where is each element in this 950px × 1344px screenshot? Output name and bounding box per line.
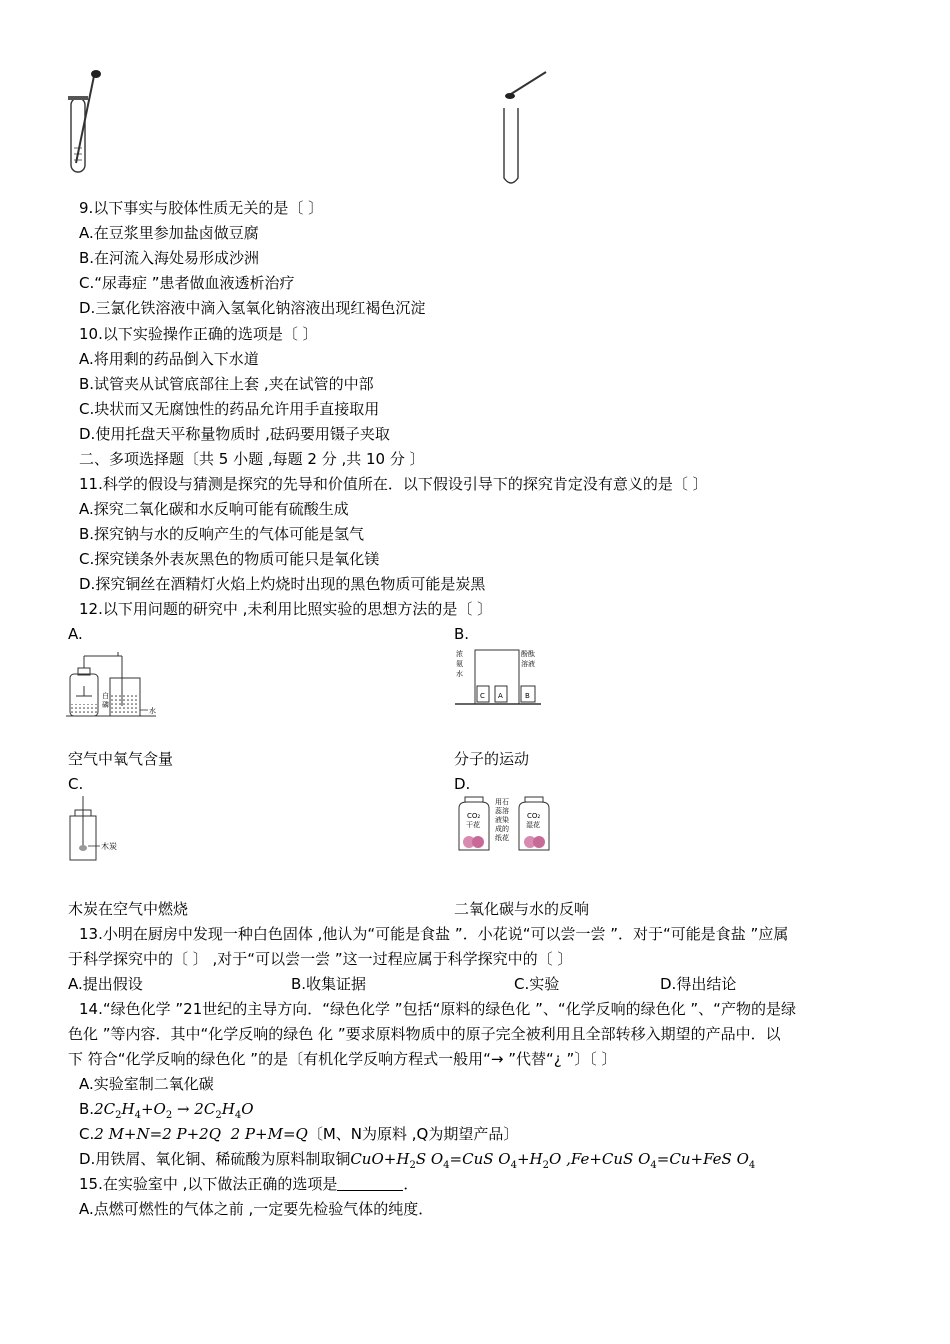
q13-stem-line2: 于科学探究中的〔 〕 ,对于“可以尝一尝 ”这一过程应属于科学探究中的〔 〕: [68, 950, 573, 968]
q13-option-c[interactable]: C.实验: [514, 975, 560, 993]
figure-co2-water-flowers: [455, 796, 551, 854]
figure-air-oxygen-content: [66, 646, 166, 720]
q11-option-c[interactable]: C.探究镁条外表灰黑色的物质可能只是氧化镁: [79, 550, 380, 568]
figure-b-label-phenolphthalein: 酚酞: [521, 650, 535, 658]
section-2-heading: 二、多项选择题〔共 5 小题 ,每题 2 分 ,共 10 分 〕: [79, 450, 425, 468]
q9-option-a[interactable]: A.在豆浆里参加盐卤做豆腐: [79, 224, 259, 242]
q12-option-c-label[interactable]: C.: [68, 775, 84, 793]
figure-a-label-phosphorus: 磷: [102, 701, 109, 709]
figure-tube-dropper-right: [500, 68, 560, 190]
q14-option-a[interactable]: A.实验室制二氧化碳: [79, 1075, 214, 1093]
q10-stem: 10.以下实验操作正确的选项是〔 〕: [79, 325, 318, 343]
q14-option-b-prefix: B.: [79, 1100, 95, 1118]
figure-a-label-white: 白: [102, 692, 109, 700]
q9-option-b[interactable]: B.在河流入海处易形成沙洲: [79, 249, 260, 267]
q14-option-b-equation: $2C_2H_4+O_2 \to 2C_2H_4O$: [94, 1100, 254, 1121]
q14-option-c-note: 〔M、N为原料 ,Q为期望产品〕: [307, 1125, 519, 1143]
figure-d-label-wet-flower: 湿花: [526, 821, 540, 829]
figure-b-label-water: 水: [456, 670, 463, 678]
q12-caption-b: 分子的运动: [454, 750, 530, 768]
figure-c-label-charcoal: 木炭: [101, 842, 117, 851]
q10-option-a[interactable]: A.将用剩的药品倒入下水道: [79, 350, 259, 368]
q12-option-a-label[interactable]: A.: [68, 625, 83, 643]
q15-option-a[interactable]: A.点燃可燃性的气体之前 ,一定要先检验气体的纯度．: [79, 1200, 434, 1218]
q12-caption-d: 二氧化碳与水的反响: [454, 900, 590, 918]
q12-stem: 12.以下用问题的研究中 ,未利用比照实验的思想方法的是〔 〕: [79, 600, 493, 618]
q9-stem: 9.以下事实与胶体性质无关的是〔 〕: [79, 199, 324, 217]
q12-caption-a: 空气中氧气含量: [68, 750, 174, 768]
figure-b-label-solution: 溶液: [521, 660, 535, 668]
figure-charcoal-burning: [66, 796, 136, 864]
figure-b-beaker-a: A: [498, 692, 503, 700]
q15-answer-blank[interactable]: [337, 1176, 403, 1191]
q14-stem-line3: 下 符合“化学反响的绿色化 ”的是〔有机化学反响方程式一般用“→ ”代替“¿ ”〕〔 〕: [68, 1050, 617, 1068]
q14-option-c-prefix: C.: [79, 1125, 95, 1143]
figure-d-label-line5: 纸花: [495, 834, 509, 842]
figure-d-label-line4: 成的: [495, 825, 509, 833]
q11-option-d[interactable]: D.探究铜丝在酒精灯火焰上灼烧时出现的黑色物质可能是炭黑: [79, 575, 486, 593]
q10-option-c[interactable]: C.块状而又无腐蚀性的药品允许用手直接取用: [79, 400, 380, 418]
q13-option-d[interactable]: D.得出结论: [660, 975, 737, 993]
figure-d-label-line2: 蕊溶: [495, 807, 509, 815]
figure-b-beaker-c: C: [480, 692, 485, 700]
q14-option-d-equation: $CuO+H_2S$ $O_4=CuS$ $O_4+H_2O$ ,Fe+CuS $O_4=Cu+FeS$ $O_4$: [350, 1150, 756, 1171]
q15-stem-text: 15.在实验室中 ,以下做法正确的选项是: [79, 1175, 338, 1193]
q14-option-c[interactable]: [79, 1124, 518, 1144]
q12-option-b-label[interactable]: B.: [454, 625, 470, 643]
q13-option-b[interactable]: B.收集证据: [291, 975, 367, 993]
q14-stem-line2: 色化 ”等内容．其中“化学反响的绿色 化 ”要求原料物质中的原子完全被利用且全部转移入期望的产品中．以: [68, 1025, 781, 1043]
figure-a-label-water: 水: [149, 707, 156, 715]
q14-option-d-prefix: D.用铁屑、氧化铜、稀硫酸为原料制取铜: [79, 1150, 351, 1168]
q9-option-d[interactable]: D.三氯化铁溶液中滴入氢氧化钠溶液出现红褐色沉淀: [79, 299, 426, 317]
q15-stem-end: ．: [403, 1175, 419, 1193]
figure-d-label-co2-left: CO₂: [467, 812, 481, 820]
q13-stem-line1: 13.小明在厨房中发现一种白色固体 ,他认为“可能是食盐 ”．小花说“可以尝一尝 ”．对于“可能是食盐 ”应属: [79, 925, 789, 943]
q12-option-d-label[interactable]: D.: [454, 775, 471, 793]
q10-option-b[interactable]: B.试管夹从试管底部往上套 ,夹在试管的中部: [79, 375, 374, 393]
q14-stem-line1: 14.“绿色化学 ”21世纪的主导方向．“绿色化学 ”包括“原料的绿色化 ”、“化学反响的绿色化 ”、“产物的是绿: [79, 1000, 796, 1018]
q11-stem: 11.科学的假设与猜测是探究的先导和价值所在．以下假设引导下的探究肯定没有意义的是〔 〕: [79, 475, 708, 493]
figure-tube-dropper-left: [64, 68, 114, 176]
figure-d-label-line1: 用石: [495, 798, 509, 806]
q15-stem: [79, 1174, 418, 1194]
q13-option-a[interactable]: A.提出假设: [68, 975, 143, 993]
q11-option-a[interactable]: A.探究二氧化碳和水反响可能有硫酸生成: [79, 500, 349, 518]
figure-b-label-concentrated: 浓: [456, 650, 463, 658]
q14-option-b[interactable]: [79, 1099, 254, 1126]
figure-d-label-co2-right: CO₂: [527, 812, 541, 820]
q10-option-d[interactable]: D.使用托盘天平称量物质时 ,砝码要用镊子夹取: [79, 425, 390, 443]
figure-b-beaker-b: B: [525, 692, 530, 700]
figure-b-label-ammonia: 氨: [456, 660, 463, 668]
q11-option-b[interactable]: B.探究钠与水的反响产生的气体可能是氢气: [79, 525, 365, 543]
figure-molecule-motion: [455, 646, 545, 708]
q12-caption-c: 木炭在空气中燃烧: [68, 900, 189, 918]
q9-option-c[interactable]: C.“尿毒症 ”患者做血液透析治疗: [79, 274, 295, 292]
figure-d-label-line3: 液染: [495, 816, 509, 824]
q14-option-d[interactable]: [79, 1149, 755, 1176]
q14-option-c-equation: 2 M+N=2 P+2Q 2 P+M=Q: [94, 1125, 308, 1143]
figure-d-label-dry-flower: 干花: [466, 821, 480, 829]
